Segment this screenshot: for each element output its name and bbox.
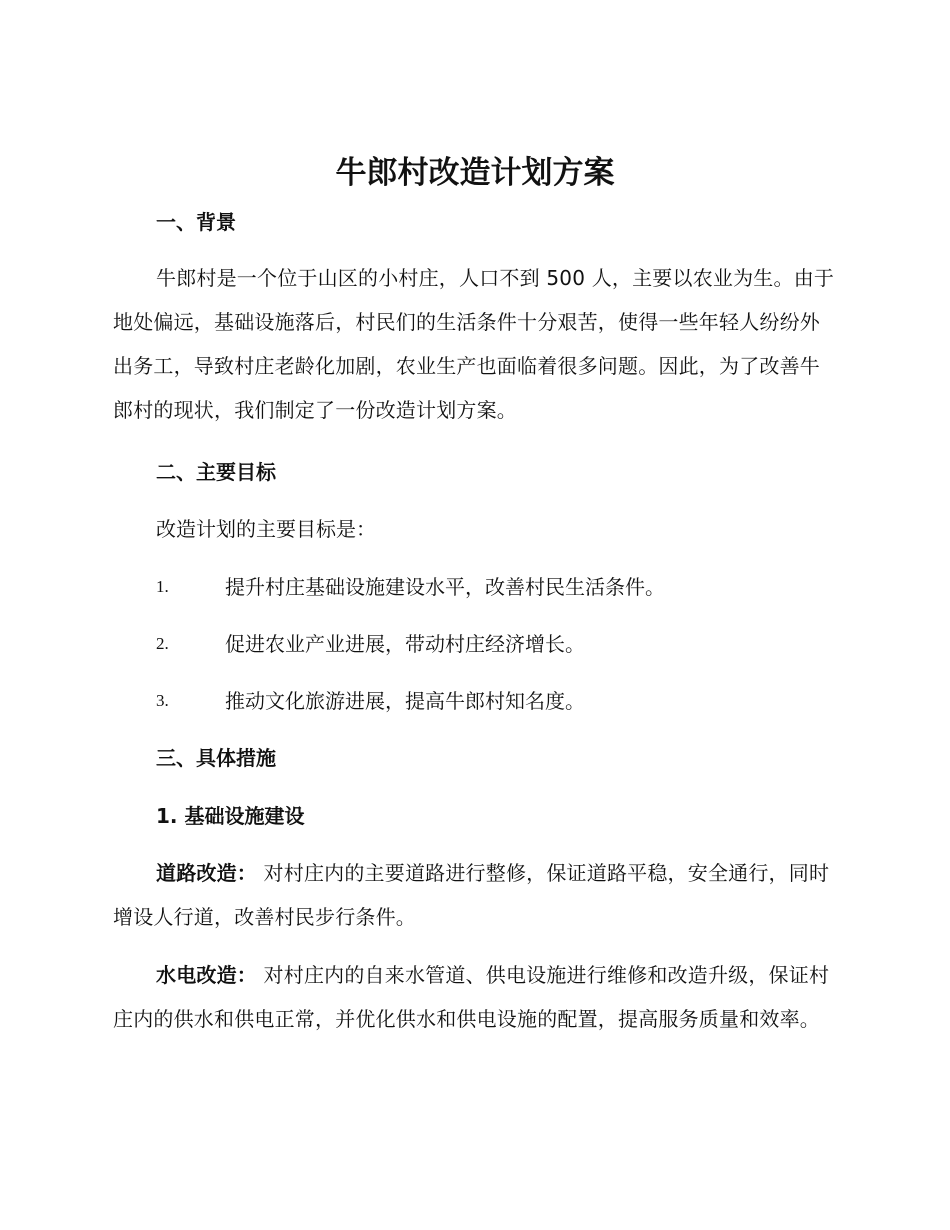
measure-term: 水电改造： [156,963,257,987]
list-number: 2. [156,634,169,653]
list-text: 推动文化旅游进展，提高牛郎村知名度。 [225,689,585,713]
list-text: 提升村庄基础设施建设水平，改善村民生活条件。 [225,575,665,599]
section-heading-goals: 二、主要目标 [156,460,276,484]
measure-paragraph-roads [113,851,838,939]
section-heading-measures: 三、具体措施 [156,746,276,770]
goal-list-item [156,629,836,659]
measure-term: 道路改造： [156,861,257,885]
list-number: 3. [156,691,169,710]
measure-paragraph-utilities [113,953,838,1041]
list-text: 促进农业产业进展，带动村庄经济增长。 [225,632,585,656]
goals-intro: 改造计划的主要目标是： [156,517,376,541]
goal-list-item [156,686,836,716]
background-paragraph: 牛郎村是一个位于山区的小村庄，人口不到 500 人，主要以农业为生。由于地处偏远，基础设施落后，村民们的生活条件十分艰苦，使得一些年轻人纷纷外出务工，导致村庄老龄化加剧，农业生产也面临着很多问题。因此，为了改善牛郎村的现状，我们制定了一份改造计划方案。 [113,266,835,422]
goal-list-item [156,572,836,602]
document-title: 牛郎村改造计划方案 [335,155,615,191]
measure-text: 对村庄内的自来水管道、供电设施进行维修和改造升级，保证村庄内的供水和供电正常，并优化供水和供电设施的配置，提高服务质量和效率。 [113,963,830,1031]
measure-text: 对村庄内的主要道路进行整修，保证道路平稳，安全通行，同时增设人行道，改善村民步行条件。 [113,861,830,929]
list-number: 1. [156,577,169,596]
section-heading-background: 一、背景 [156,210,236,234]
subsection-heading-infrastructure: 1. 基础设施建设 [156,804,305,828]
